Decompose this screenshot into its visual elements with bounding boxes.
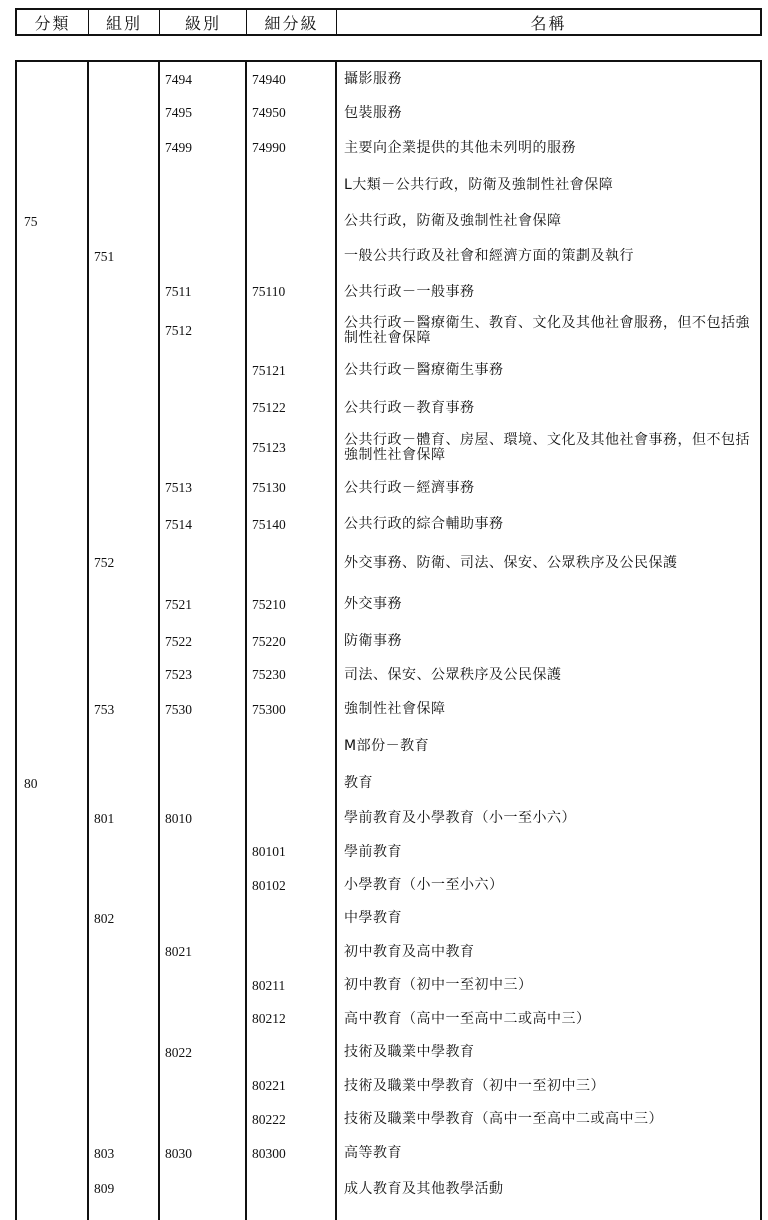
table-row [17, 1137, 760, 1172]
table-row [17, 204, 760, 240]
table-row [17, 1036, 760, 1070]
subclass-code: 75123 [252, 439, 286, 455]
table-row [17, 167, 760, 205]
table-row [17, 542, 760, 584]
division-code: 80 [24, 775, 38, 791]
table-row [17, 659, 760, 693]
class-code: 7495 [165, 105, 192, 121]
subclass-code: 74950 [252, 105, 286, 121]
group-code: 803 [94, 1145, 115, 1161]
group-code: 801 [94, 810, 115, 826]
category-name: 技術及職業中學教育（初中一至初中三） [344, 1077, 605, 1094]
table-row [17, 390, 760, 427]
class-code: 7523 [165, 667, 192, 683]
header-division: 分類 [17, 10, 89, 34]
subclass-code: 80221 [252, 1078, 286, 1093]
class-code: 8010 [165, 810, 192, 826]
table-row [17, 1070, 760, 1103]
subclass-code: 80212 [252, 1011, 286, 1027]
division-code: 75 [24, 213, 38, 229]
class-code: 8030 [165, 1145, 192, 1161]
classification-table [15, 60, 762, 1220]
category-name: 初中教育（初中一至初中三） [344, 977, 533, 994]
category-name: 中學教育 [344, 910, 402, 926]
category-name: 成人教育及其他教學活動 [344, 1180, 504, 1197]
class-code: 8021 [165, 944, 192, 959]
table-row [17, 508, 760, 543]
category-name: 公共行政－經濟事務 [344, 479, 475, 496]
category-name: 主要向企業提供的其他未列明的服務 [344, 139, 576, 156]
header-subclass: 細分級 [247, 10, 337, 34]
subclass-code: 75110 [252, 284, 286, 300]
table-header [15, 8, 762, 36]
subclass-code: 80300 [252, 1145, 286, 1161]
table-row [17, 97, 760, 131]
table-row [17, 969, 760, 1003]
table-row [17, 625, 760, 659]
category-name: 高等教育 [344, 1145, 402, 1162]
header-group: 組別 [89, 10, 160, 34]
header-name: 名稱 [530, 13, 567, 33]
table-row [17, 836, 760, 870]
category-name: 技術及職業中學教育 [344, 1044, 475, 1061]
class-code: 7512 [165, 323, 192, 338]
subclass-code: 75210 [252, 596, 286, 612]
category-name: 外交事務 [344, 596, 402, 612]
category-name: 攝影服務 [344, 71, 402, 88]
category-name: 小學教育（小一至小六） [344, 877, 504, 893]
category-name: 公共行政，防衛及強制性社會保障 [344, 213, 562, 230]
class-code: 7511 [165, 284, 192, 300]
class-code: 7494 [165, 71, 192, 87]
table-row [17, 802, 760, 836]
table-row [17, 902, 760, 935]
table-row [17, 1003, 760, 1037]
subclass-code: 80102 [252, 877, 286, 893]
class-code: 7499 [165, 140, 192, 156]
group-code: 753 [94, 701, 115, 717]
header-class: 級別 [160, 10, 247, 34]
category-name: 公共行政－教育事務 [344, 399, 475, 416]
category-name: L大類－公共行政，防衛及強制性社會保障 [344, 176, 614, 193]
subclass-code: 75121 [252, 362, 286, 378]
category-name: 學前教育 [344, 843, 402, 860]
subclass-code: 75140 [252, 516, 286, 532]
subclass-code: 74990 [252, 140, 286, 156]
subclass-code: 75230 [252, 667, 286, 683]
subclass-code: 80101 [252, 844, 286, 860]
subclass-code: 75122 [252, 400, 286, 416]
category-name: 初中教育及高中教育 [344, 943, 475, 960]
table-row [17, 766, 760, 803]
category-name: 包裝服務 [344, 104, 402, 121]
class-code: 8022 [165, 1044, 192, 1060]
subclass-code: 75220 [252, 633, 286, 649]
table-row [17, 935, 760, 969]
category-name: 一般公共行政及社會和經濟方面的策劃及執行 [344, 248, 634, 265]
category-name: 強制性社會保障 [344, 701, 446, 718]
category-name: 公共行政－醫療衛生、教育、文化及其他社會服務，但不包括強制性社會保障 [344, 315, 750, 346]
table-row [17, 1171, 760, 1207]
group-code: 809 [94, 1181, 115, 1196]
table-row [17, 274, 760, 311]
category-name: 高中教育（高中一至高中二或高中三） [344, 1010, 591, 1027]
table-row [17, 469, 760, 508]
table-row [17, 584, 760, 625]
table-row [17, 130, 760, 167]
class-code: 7514 [165, 516, 192, 532]
category-name: 技術及職業中學教育（高中一至高中二或高中三） [344, 1111, 663, 1127]
table-row [17, 352, 760, 391]
category-name: 學前教育及小學教育（小一至小六） [344, 810, 576, 827]
category-name: 教育 [344, 775, 373, 792]
table-row [17, 869, 760, 902]
category-name: 公共行政的綜合輔助事務 [344, 516, 504, 533]
category-name: 公共行政－醫療衛生事務 [344, 362, 504, 379]
table-row [17, 728, 760, 766]
table-row [17, 63, 760, 97]
category-name: 防衛事務 [344, 633, 402, 650]
group-code: 752 [94, 555, 115, 570]
subclass-code: 74940 [252, 71, 286, 87]
group-code: 751 [94, 248, 115, 264]
category-name: 公共行政－一般事務 [344, 283, 475, 300]
class-code: 7513 [165, 480, 192, 495]
group-code: 802 [94, 910, 115, 926]
class-code: 7521 [165, 596, 192, 612]
subclass-code: 80211 [252, 977, 286, 993]
class-code: 7530 [165, 701, 192, 717]
category-name: M部份－教育 [344, 738, 430, 754]
table-row [17, 427, 760, 469]
table-row [17, 1103, 760, 1137]
table-row [17, 311, 760, 352]
category-name: 外交事務、防衛、司法、保安、公眾秩序及公民保護 [344, 554, 678, 571]
subclass-code: 75300 [252, 701, 286, 717]
subclass-code: 80222 [252, 1111, 286, 1127]
class-code: 7522 [165, 633, 192, 649]
table-row [17, 692, 760, 728]
category-name: 公共行政－體育、房屋、環境、文化及其他社會事務，但不包括強制性社會保障 [344, 431, 750, 463]
subclass-code: 75130 [252, 480, 286, 495]
table-row [17, 240, 760, 275]
category-name: 司法、保安、公眾秩序及公民保護 [344, 666, 562, 683]
